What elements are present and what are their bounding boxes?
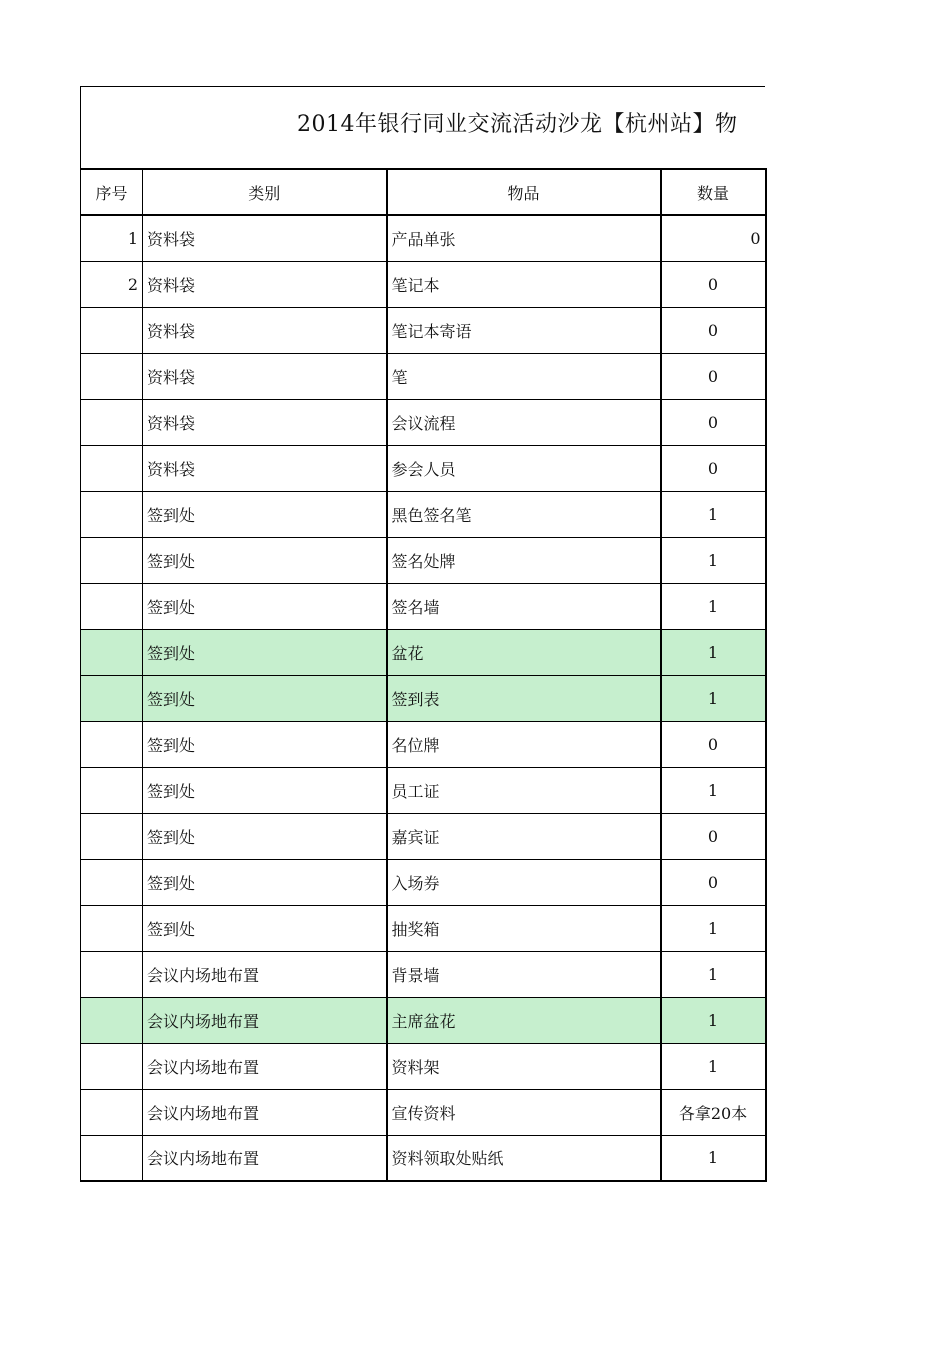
cell-item: 员工证 [387, 767, 661, 813]
cell-qty: 1 [661, 675, 766, 721]
cell-no [81, 1135, 143, 1181]
cell-no [81, 445, 143, 491]
cell-item: 笔记本 [387, 261, 661, 307]
cell-qty: 1 [661, 951, 766, 997]
header-category: 类别 [143, 169, 387, 215]
cell-category: 签到处 [143, 629, 387, 675]
cell-no [81, 629, 143, 675]
cell-no [81, 491, 143, 537]
cell-item: 名位牌 [387, 721, 661, 767]
cell-qty: 0 [661, 859, 766, 905]
cell-qty: 1 [661, 997, 766, 1043]
cell-category: 会议内场地布置 [143, 997, 387, 1043]
table-row [81, 951, 766, 997]
cell-qty: 0 [661, 353, 766, 399]
table-row [81, 905, 766, 951]
cell-category: 签到处 [143, 537, 387, 583]
table-row [81, 1089, 766, 1135]
cell-qty: 1 [661, 629, 766, 675]
cell-item: 入场券 [387, 859, 661, 905]
table-row [81, 491, 766, 537]
cell-qty: 0 [661, 261, 766, 307]
cell-item: 抽奖箱 [387, 905, 661, 951]
cell-no [81, 905, 143, 951]
table-row [81, 583, 766, 629]
cell-item: 主席盆花 [387, 997, 661, 1043]
cell-no [81, 353, 143, 399]
header-qty: 数量 [661, 169, 766, 215]
cell-item: 盆花 [387, 629, 661, 675]
cell-no [81, 951, 143, 997]
cell-item: 笔记本寄语 [387, 307, 661, 353]
cell-category: 签到处 [143, 583, 387, 629]
cell-qty: 各拿20本 [661, 1089, 766, 1135]
cell-category: 签到处 [143, 491, 387, 537]
cell-qty: 0 [661, 445, 766, 491]
cell-item: 黑色签名笔 [387, 491, 661, 537]
cell-item: 签名处牌 [387, 537, 661, 583]
cell-no [81, 813, 143, 859]
table-row [81, 859, 766, 905]
cell-item: 笔 [387, 353, 661, 399]
sheet-title: 2014年银行同业交流活动沙龙【杭州站】物 [297, 112, 738, 137]
table-row [81, 997, 766, 1043]
table-row [81, 537, 766, 583]
cell-item: 产品单张 [387, 215, 661, 261]
title-row [80, 86, 765, 168]
cell-no [81, 675, 143, 721]
cell-category: 签到处 [143, 767, 387, 813]
cell-no [81, 537, 143, 583]
cell-category: 资料袋 [143, 215, 387, 261]
cell-category: 资料袋 [143, 307, 387, 353]
cell-category: 资料袋 [143, 261, 387, 307]
cell-qty: 1 [661, 905, 766, 951]
header-item: 物品 [387, 169, 661, 215]
table-row [81, 629, 766, 675]
table-row [81, 399, 766, 445]
cell-category: 签到处 [143, 721, 387, 767]
cell-no: 2 [81, 261, 143, 307]
table-row [81, 767, 766, 813]
table-row [81, 353, 766, 399]
cell-qty: 1 [661, 1043, 766, 1089]
cell-no [81, 767, 143, 813]
cell-qty: 1 [661, 491, 766, 537]
cell-no [81, 859, 143, 905]
table-row [81, 261, 766, 307]
cell-qty: 0 [661, 813, 766, 859]
table-header-row [81, 169, 766, 215]
cell-category: 签到处 [143, 675, 387, 721]
table-row [81, 813, 766, 859]
table-row [81, 307, 766, 353]
cell-qty: 1 [661, 767, 766, 813]
table-row [81, 1043, 766, 1089]
cell-no [81, 583, 143, 629]
cell-no [81, 307, 143, 353]
table-row [81, 721, 766, 767]
header-no: 序号 [81, 169, 143, 215]
cell-category: 资料袋 [143, 353, 387, 399]
cell-category: 会议内场地布置 [143, 1043, 387, 1089]
cell-item: 嘉宾证 [387, 813, 661, 859]
cell-qty: 1 [661, 537, 766, 583]
cell-no [81, 1089, 143, 1135]
items-table [80, 168, 767, 1182]
table-row [81, 1135, 766, 1181]
cell-category: 签到处 [143, 813, 387, 859]
cell-qty: 0 [661, 721, 766, 767]
cell-item: 会议流程 [387, 399, 661, 445]
cell-category: 会议内场地布置 [143, 951, 387, 997]
spreadsheet [80, 86, 765, 1182]
cell-category: 资料袋 [143, 445, 387, 491]
cell-no [81, 721, 143, 767]
cell-item: 参会人员 [387, 445, 661, 491]
cell-qty: 1 [661, 583, 766, 629]
cell-category: 会议内场地布置 [143, 1089, 387, 1135]
cell-category: 资料袋 [143, 399, 387, 445]
cell-qty: 1 [661, 1135, 766, 1181]
cell-item: 签到表 [387, 675, 661, 721]
cell-item: 背景墙 [387, 951, 661, 997]
cell-category: 会议内场地布置 [143, 1135, 387, 1181]
table-row [81, 215, 766, 261]
cell-qty: 0 [661, 399, 766, 445]
cell-category: 签到处 [143, 859, 387, 905]
cell-no: 1 [81, 215, 143, 261]
cell-no [81, 399, 143, 445]
cell-item: 资料架 [387, 1043, 661, 1089]
cell-item: 资料领取处贴纸 [387, 1135, 661, 1181]
table-row [81, 675, 766, 721]
cell-qty: 0 [661, 215, 766, 261]
cell-category: 签到处 [143, 905, 387, 951]
cell-qty: 0 [661, 307, 766, 353]
cell-item: 宣传资料 [387, 1089, 661, 1135]
cell-item: 签名墙 [387, 583, 661, 629]
table-row [81, 445, 766, 491]
cell-no [81, 1043, 143, 1089]
cell-no [81, 997, 143, 1043]
